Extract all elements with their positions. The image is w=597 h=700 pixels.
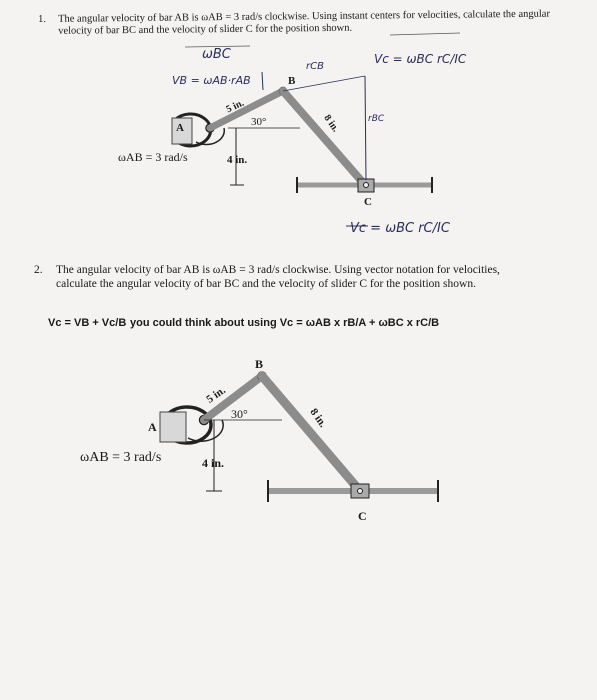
problem-2-text: The angular velocity of bar AB is ωAB = 3 rad/s clockwise. Using vector notation for velocities, calculate the angular velocity of bar BC and the velocity of slider C for the position shown. [56,264,500,290]
handwritten-rcb: rCB [306,61,324,72]
velocity-relation-formula: Vc = VB + Vc/B [48,317,127,329]
label-a: A [176,122,184,134]
label-c: C [364,196,372,208]
label-c-2: C [358,509,367,523]
handwritten-vc-top: Vc = ωBC rC/IC [374,52,467,66]
height-label: 4 in. [227,154,248,166]
length-bc-label: 8 in. [321,112,341,135]
pivot-a-2 [160,407,211,443]
vector-notation-hint: you could think about using Vc = ωAB x rB/A + ωBC x rC/B [130,317,440,329]
problem-1-number: 1. [38,13,46,25]
length-ab-label-2: 5 in. [204,384,228,406]
handwritten-vc-bottom: Vc = ωBC rC/IC [350,221,450,236]
handwritten-rbc: rBC [368,114,385,124]
handwritten-vb: VB = ωAB·rAB [172,74,251,87]
angle-label-2: 30° [231,407,248,421]
handwritten-wbc: ωBC [202,47,231,62]
problem-2-number: 2. [34,264,43,276]
length-ab-label: 5 in. [224,97,246,116]
bar-bc-2 [262,376,360,491]
label-b-2: B [255,357,264,371]
label-b: B [288,75,296,87]
problem-1-text: The angular velocity of bar AB is ωAB = 3 rad/s clockwise. Using instant centers for velocities, calculate the angular velocity of bar BC and the velocity of slider C for the position shown. [57,8,550,37]
angle-label: 30° [251,116,267,128]
label-a-2: A [148,420,157,434]
length-bc-label-2: 8 in. [307,406,329,430]
height-label-2: 4 in. [202,456,225,470]
omega-label-2: ωAB = 3 rad/s [80,450,162,465]
omega-label: ωAB = 3 rad/s [118,150,188,164]
